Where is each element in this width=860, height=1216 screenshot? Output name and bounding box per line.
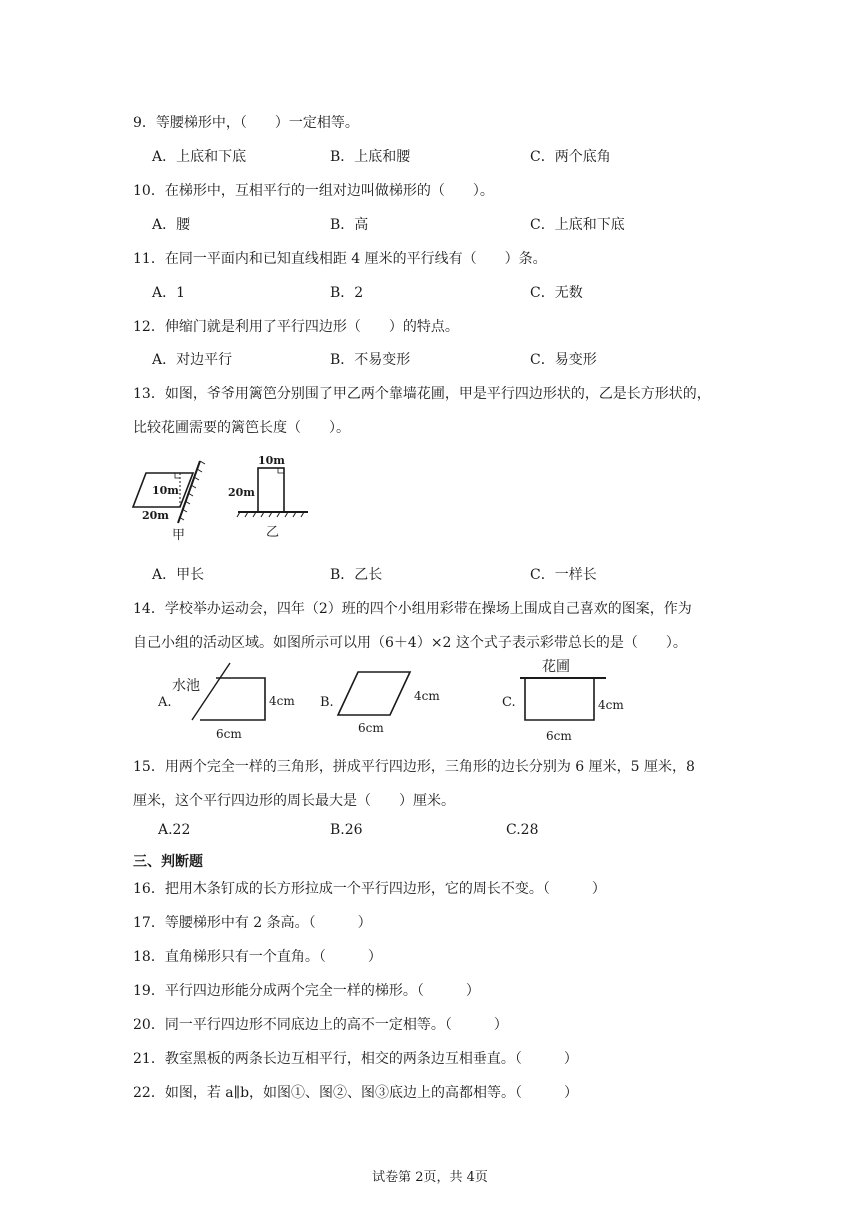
question-15-line-2: 厘米，这个平行四边形的周长最大是（ ）厘米。 xyxy=(133,793,455,809)
q9-option-b: B．上底和腰 xyxy=(330,149,411,165)
question-13-line-2: 比较花圃需要的篱笆长度（ ）。 xyxy=(133,420,350,436)
question-18: 18．直角梯形只有一个直角。（ ） xyxy=(133,949,382,965)
q15-option-c: C.28 xyxy=(506,822,539,838)
q10-option-a: A．腰 xyxy=(152,217,191,233)
question-19: 19．平行四边形能分成两个完全一样的梯形。（ ） xyxy=(133,983,480,999)
q13-option-a: A．甲长 xyxy=(152,567,205,583)
fig-14a-side: 4cm xyxy=(269,694,295,708)
q10-option-c: C．上底和下底 xyxy=(530,217,625,233)
figure-14c xyxy=(500,654,640,746)
pool-label: 水池 xyxy=(172,678,200,694)
figure-14b xyxy=(318,660,458,745)
question-17: 17．等腰梯形中有 2 条高。（ ） xyxy=(133,915,372,931)
jia-height-label: 10m xyxy=(152,484,179,497)
fig-14a-base: 6cm xyxy=(216,727,242,741)
section-3-title: 三、判断题 xyxy=(133,854,203,870)
question-20: 20．同一平行四边形不同底边上的高不一定相等。（ ） xyxy=(133,1017,508,1033)
q12-option-b: B．不易变形 xyxy=(330,352,411,368)
yi-width-label: 10m xyxy=(258,454,285,467)
yi-height-label: 20m xyxy=(228,486,255,499)
q11-option-b: B．2 xyxy=(330,285,364,301)
fig-14b-base: 6cm xyxy=(358,721,384,735)
yi-label: 乙 xyxy=(266,525,280,540)
q10-option-b: B．高 xyxy=(330,217,369,233)
garden-label: 花圃 xyxy=(542,659,570,675)
fig-14a-option: A. xyxy=(158,695,172,710)
question-14-line-1: 14．学校举办运动会，四年（2）班的四个小组用彩带在操场上围成自己喜欢的图案，作为 xyxy=(133,601,692,617)
q12-option-a: A．对边平行 xyxy=(152,352,233,368)
jia-base-label: 20m xyxy=(142,509,169,522)
fig-14b-side: 4cm xyxy=(414,689,440,703)
page-footer: 试卷第 2页，共 4页 xyxy=(372,1170,488,1185)
jia-label: 甲 xyxy=(172,528,186,543)
question-22: 22．如图，若 a∥b，如图①、图②、图③底边上的高都相等。（ ） xyxy=(133,1085,579,1101)
question-12: 12．伸缩门就是利用了平行四边形（ ）的特点。 xyxy=(133,319,459,335)
q12-option-c: C．易变形 xyxy=(530,352,597,368)
fig-14c-side: 4cm xyxy=(598,698,624,712)
q13-option-b: B．乙长 xyxy=(330,567,383,583)
q15-option-a: A.22 xyxy=(158,822,191,838)
question-13-line-1: 13．如图，爷爷用篱笆分别围了甲乙两个靠墙花圃，甲是平行四边形状的，乙是长方形状的， xyxy=(133,386,711,402)
fig-14b-option: B. xyxy=(320,695,334,710)
q11-option-c: C．无数 xyxy=(530,285,583,301)
figure-14a xyxy=(150,660,310,745)
fig-14c-base: 6cm xyxy=(546,729,572,743)
figure-jia xyxy=(128,455,208,545)
question-15-line-1: 15．用两个完全一样的三角形，拼成平行四边形，三角形的边长分别为 6 厘米，5 厘米，8 xyxy=(133,759,695,775)
q15-option-b: B.26 xyxy=(330,822,363,838)
q9-option-a: A．上底和下底 xyxy=(152,149,247,165)
question-9: 9．等腰梯形中，（ ）一定相等。 xyxy=(133,115,359,131)
question-10: 10．在梯形中，互相平行的一组对边叫做梯形的（ ）。 xyxy=(133,183,494,199)
q9-option-c: C．两个底角 xyxy=(530,149,611,165)
question-21: 21．教室黑板的两条长边互相平行，相交的两条边互相垂直。（ ） xyxy=(133,1051,578,1067)
q11-option-a: A．1 xyxy=(152,285,186,301)
fig-14c-option: C. xyxy=(502,695,516,710)
question-16: 16．把用木条钉成的长方形拉成一个平行四边形，它的周长不变。（ ） xyxy=(133,881,606,897)
question-14-line-2: 自己小组的活动区域。如图所示可以用（6＋4）×2 这个式子表示彩带总长的是（ ）。 xyxy=(133,635,687,651)
q13-option-c: C．一样长 xyxy=(530,567,597,583)
figure-yi xyxy=(228,450,318,545)
question-11: 11．在同一平面内和已知直线相距 4 厘米的平行线有（ ）条。 xyxy=(133,251,547,267)
